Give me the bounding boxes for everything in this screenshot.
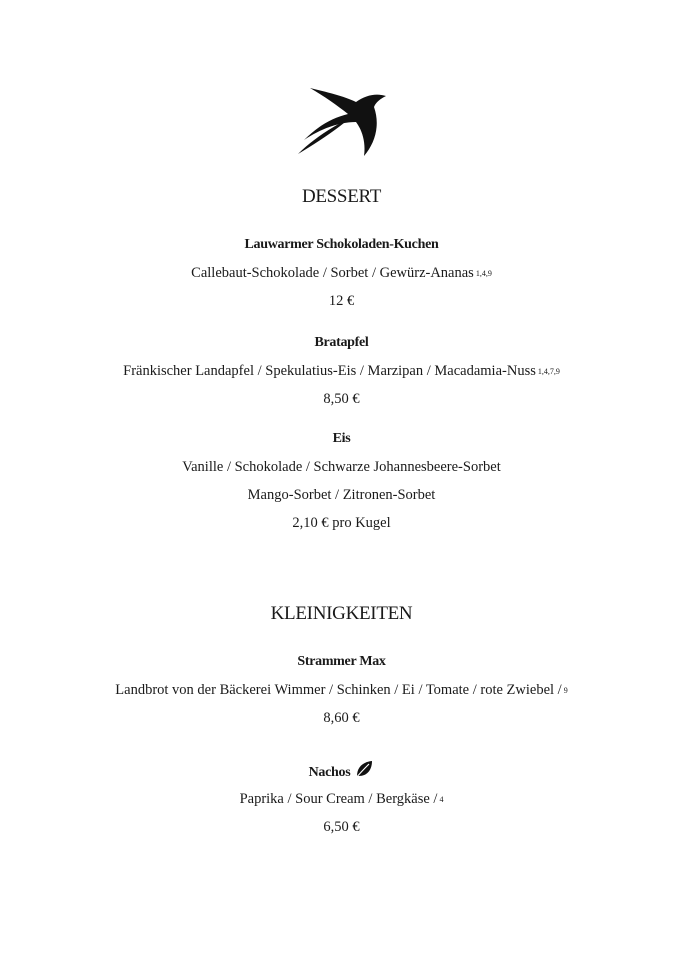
item-price: 8,50 €: [323, 391, 360, 407]
item-name: Eis: [332, 431, 351, 446]
item-price: 6,50 €: [323, 819, 360, 835]
item-description: Paprika / Sour Cream / Bergkäse / 4: [239, 791, 444, 807]
swallow-bird-icon: [296, 82, 388, 162]
item-price: 8,60 €: [323, 710, 360, 726]
item-name: Strammer Max: [297, 654, 386, 669]
item-description: Mango-Sorbet / Zitronen-Sorbet: [247, 487, 436, 503]
item-name: Bratapfel: [314, 335, 369, 350]
leaf-icon: [354, 759, 374, 779]
item-description: Callebaut-Schokolade / Sorbet / Gewürz-Ananas 1,4,9: [191, 265, 492, 281]
allergen-codes: 4: [439, 795, 444, 804]
section-title-kleinigkeiten: KLEINIGKEITEN: [270, 603, 413, 624]
item-description: Landbrot von der Bäckerei Wimmer / Schinken / Ei / Tomate / rote Zwiebel / 9: [115, 682, 568, 698]
item-description: Vanille / Schokolade / Schwarze Johannesbeere-Sorbet: [182, 459, 501, 475]
allergen-codes: 1,4,7,9: [537, 367, 560, 376]
item-name: Nachos: [308, 765, 351, 780]
section-title-dessert: DESSERT: [301, 186, 382, 207]
allergen-codes: 9: [563, 686, 568, 695]
item-price: 12 €: [328, 293, 355, 309]
item-description: Fränkischer Landapfel / Spekulatius-Eis / Marzipan / Macadamia-Nuss 1,4,7,9: [123, 363, 560, 379]
item-name-with-icon: [0, 759, 683, 781]
item-price: 2,10 € pro Kugel: [292, 515, 391, 531]
allergen-codes: 1,4,9: [475, 269, 492, 278]
item-name: Lauwarmer Schokoladen-Kuchen: [244, 237, 439, 252]
